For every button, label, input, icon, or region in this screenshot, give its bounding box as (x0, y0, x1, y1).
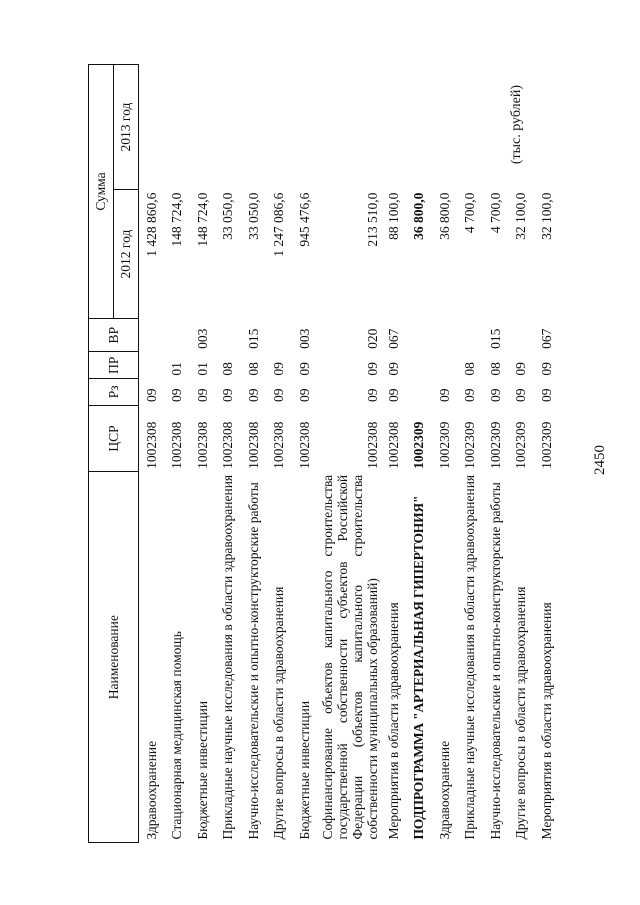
row-vr (164, 318, 190, 351)
row-rz: 09 (271, 388, 287, 403)
row-pr: 08 (220, 362, 236, 376)
row-pr: 09 (513, 362, 529, 376)
table-row (266, 65, 292, 843)
row-sum-2013 (139, 65, 165, 190)
page-number: 2450 (592, 445, 608, 475)
row-pr: 09 (271, 362, 287, 376)
row-vr (457, 318, 483, 351)
row-rz: 09 (220, 388, 236, 403)
table-row (380, 65, 406, 843)
row-vr (406, 318, 432, 351)
row-sum-2013 (215, 65, 241, 190)
row-rz: 09 (436, 388, 452, 403)
row-name: ПОДПРОГРАММА "АРТЕРИАЛЬНАЯ ГИПЕРТОНИЯ" (411, 495, 427, 840)
header-year-2012: 2012 год (114, 190, 139, 319)
row-name: Другие вопросы в области здравоохранения (271, 586, 287, 840)
table-row (139, 65, 165, 843)
row-pr: 01 (194, 362, 210, 376)
row-sum-2012: 32 100,0 (513, 192, 529, 240)
row-csr: 1002308 (271, 421, 287, 469)
row-pr: 01 (169, 362, 185, 376)
budget-table (88, 64, 559, 843)
row-name: Софинансирование объектов капитального строительства государственной собственности субъектов Российской Федерации (объектов капитального строительства собственности муниципальных образований) (320, 474, 381, 840)
row-pr (139, 352, 165, 379)
row-vr: 067 (538, 328, 554, 349)
row-name: Научно-исследовательские и опытно-конструкторские работы (487, 482, 503, 840)
row-csr: 1002308 (169, 421, 185, 469)
table-row (164, 65, 190, 843)
row-sum-2013 (533, 65, 559, 190)
table-row (431, 65, 457, 843)
row-name: Мероприятия в области здравоохранения (385, 602, 401, 840)
row-csr: 1002308 (220, 421, 236, 469)
row-sum-2013 (317, 65, 380, 190)
row-pr: 09 (365, 362, 381, 376)
row-sum-2013 (266, 65, 292, 190)
row-vr (139, 318, 165, 351)
units-label: (тыс. рублей) (509, 85, 524, 165)
row-csr: 1002308 (194, 421, 210, 469)
row-vr: 003 (194, 328, 210, 349)
row-vr (215, 318, 241, 351)
row-sum-2012: 36 800,0 (436, 192, 452, 240)
header-sum: Сумма (89, 65, 114, 319)
row-pr: 08 (462, 362, 478, 376)
row-pr (406, 352, 432, 379)
row-name: Здравоохранение (436, 740, 452, 840)
row-sum-2013 (508, 65, 534, 190)
row-name: Научно-исследовательские и опытно-конструкторские работы (245, 482, 261, 840)
row-vr: 015 (245, 328, 261, 349)
row-csr: 1002308 (385, 421, 401, 469)
header-name: Наименование (89, 472, 139, 843)
table-row (482, 65, 508, 843)
row-name: Прикладные научные исследования в области здравоохранения (462, 474, 478, 840)
row-sum-2012: 945 476,6 (296, 192, 312, 247)
row-rz: 09 (365, 388, 381, 403)
row-rz: 09 (513, 388, 529, 403)
row-sum-2013 (482, 65, 508, 190)
row-csr: 1002309 (513, 421, 529, 469)
row-vr (266, 318, 292, 351)
row-rz: 09 (143, 388, 159, 403)
header-pr: ПР (89, 352, 139, 379)
table-body (139, 65, 559, 843)
row-name: Здравоохранение (143, 740, 159, 840)
row-csr: 1002308 (245, 421, 261, 469)
row-rz: 09 (538, 388, 554, 403)
row-csr: 1002309 (436, 421, 452, 469)
row-sum-2012: 148 724,0 (169, 192, 185, 247)
row-rz: 09 (487, 388, 503, 403)
row-vr: 067 (385, 328, 401, 349)
row-csr: 1002308 (296, 421, 312, 469)
row-sum-2013 (292, 65, 318, 190)
row-sum-2012: 4 700,0 (487, 192, 503, 234)
row-rz: 09 (462, 388, 478, 403)
row-rz: 09 (385, 388, 401, 403)
row-sum-2013 (380, 65, 406, 190)
row-csr: 1002308 (143, 421, 159, 469)
row-name: Бюджетные инвестиции (296, 700, 312, 840)
row-sum-2012: 36 800,0 (411, 192, 427, 240)
row-vr: 020 (365, 328, 381, 349)
row-sum-2012: 88 100,0 (385, 192, 401, 240)
table-row (508, 65, 534, 843)
table-row (292, 65, 318, 843)
row-sum-2013 (164, 65, 190, 190)
row-pr: 09 (538, 362, 554, 376)
row-pr (431, 352, 457, 379)
table-row (317, 65, 380, 843)
table-row (241, 65, 267, 843)
row-csr: 1002309 (462, 421, 478, 469)
row-sum-2012: 148 724,0 (194, 192, 210, 247)
row-csr: 1002309 (411, 421, 427, 469)
row-sum-2012: 1 247 086,6 (271, 192, 287, 257)
row-vr (431, 318, 457, 351)
row-pr: 08 (487, 362, 503, 376)
row-name: Мероприятия в области здравоохранения (538, 602, 554, 840)
row-rz: 09 (245, 388, 261, 403)
row-pr: 09 (296, 362, 312, 376)
row-vr (508, 318, 534, 351)
row-vr: 003 (296, 328, 312, 349)
row-rz: 09 (194, 388, 210, 403)
table-row (457, 65, 483, 843)
row-sum-2012: 33 050,0 (220, 192, 236, 240)
row-sum-2013 (190, 65, 216, 190)
row-sum-2012: 32 100,0 (538, 192, 554, 240)
row-rz: 09 (296, 388, 312, 403)
row-csr: 1002309 (538, 421, 554, 469)
row-sum-2013 (431, 65, 457, 190)
row-sum-2012: 33 050,0 (245, 192, 261, 240)
header-year-2013: 2013 год (114, 65, 139, 190)
header-vr: ВР (89, 318, 139, 351)
table-header (89, 65, 139, 843)
row-name: Прикладные научные исследования в области здравоохранения (220, 474, 236, 840)
row-name: Стационарная медицинская помощь (169, 631, 185, 840)
row-sum-2012: 213 510,0 (365, 192, 381, 247)
header-csr: ЦСР (89, 405, 139, 472)
row-vr: 015 (487, 328, 503, 349)
row-name: Бюджетные инвестиции (194, 700, 210, 840)
row-sum-2013 (241, 65, 267, 190)
row-pr: 08 (245, 362, 261, 376)
row-csr: 1002308 (365, 421, 381, 469)
row-sum-2013 (457, 65, 483, 190)
row-name: Другие вопросы в области здравоохранения (513, 586, 529, 840)
row-sum-2012: 4 700,0 (462, 192, 478, 234)
row-csr: 1002309 (487, 421, 503, 469)
row-rz: 09 (169, 388, 185, 403)
row-rz (406, 379, 432, 405)
table-row (215, 65, 241, 843)
table-row-subprogram (406, 65, 432, 843)
row-sum-2012: 1 428 860,6 (143, 192, 159, 257)
header-rz: Рз (89, 379, 139, 405)
row-sum-2013 (406, 65, 432, 190)
row-pr: 09 (385, 362, 401, 376)
table-row (190, 65, 216, 843)
table-row (533, 65, 559, 843)
